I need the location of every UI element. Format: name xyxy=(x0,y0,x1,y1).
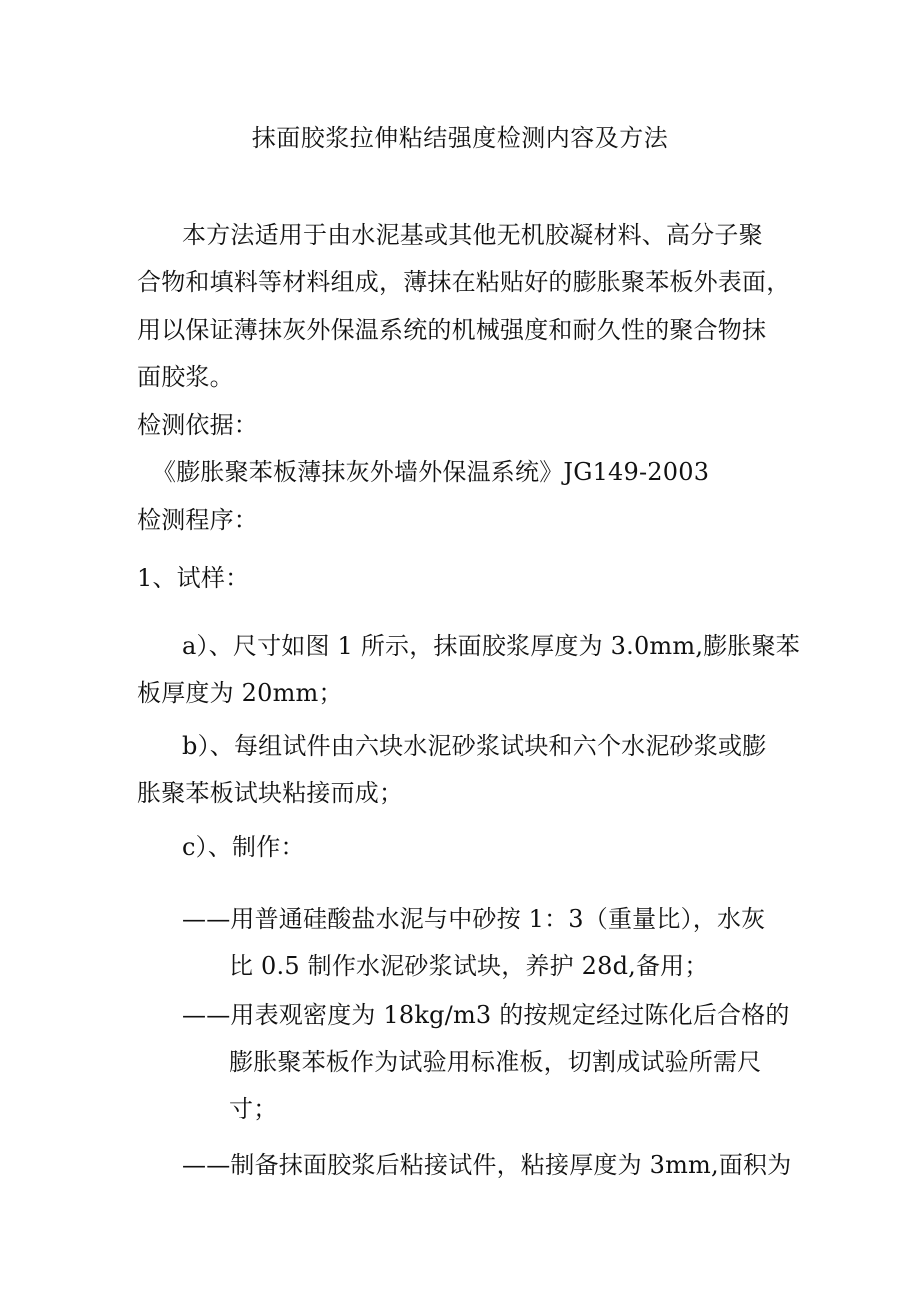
item-b-line-1: b）、每组试件由六块水泥砂浆试块和六个水泥砂浆或膨 xyxy=(182,732,767,760)
item-b-line-2: 胀聚苯板试块粘接而成； xyxy=(137,779,404,807)
dash-2-line-2: 膨胀聚苯板作为试验用标准板，切割成试验所需尺 xyxy=(229,1048,762,1076)
intro-line-2: 合物和填料等材料组成，薄抹在粘贴好的膨胀聚苯板外表面， xyxy=(137,268,791,296)
dash-2-line-1: ——用表观密度为 18kg∕m3 的按规定经过陈化后合格的 xyxy=(182,1001,790,1029)
basis-heading: 检测依据： xyxy=(137,411,258,439)
dash-3-line-1: ——制备抹面胶浆后粘接试件，粘接厚度为 3mm,面积为 xyxy=(182,1151,792,1179)
item-a-line-1: a）、尺寸如图 1 所示，抹面胶浆厚度为 3.0mm,膨胀聚苯 xyxy=(182,632,800,660)
item-a-line-2: 板厚度为 20mm； xyxy=(137,679,343,707)
intro-line-4: 面胶浆。 xyxy=(137,363,234,391)
item-c-heading: c）、制作： xyxy=(182,833,305,861)
document-title: 抹面胶浆拉伸粘结强度检测内容及方法 xyxy=(251,124,669,152)
basis-standard: 《膨胀聚苯板薄抹灰外墙外保温系统》JG149-2003 xyxy=(152,458,710,486)
dash-1-line-1: ——用普通硅酸盐水泥与中砂按 1：3（重量比），水灰 xyxy=(182,905,766,933)
step-1-heading: 1、试样： xyxy=(137,564,250,592)
procedure-heading: 检测程序： xyxy=(137,506,258,534)
dash-2-line-3: 寸； xyxy=(229,1095,278,1123)
intro-line-3: 用以保证薄抹灰外保温系统的机械强度和耐久性的聚合物抹 xyxy=(137,316,767,344)
dash-1-line-2: 比 0.5 制作水泥砂浆试块，养护 28d,备用； xyxy=(229,952,709,980)
intro-line-1: 本方法适用于由水泥基或其他无机胶凝材料、高分子聚 xyxy=(182,221,763,249)
